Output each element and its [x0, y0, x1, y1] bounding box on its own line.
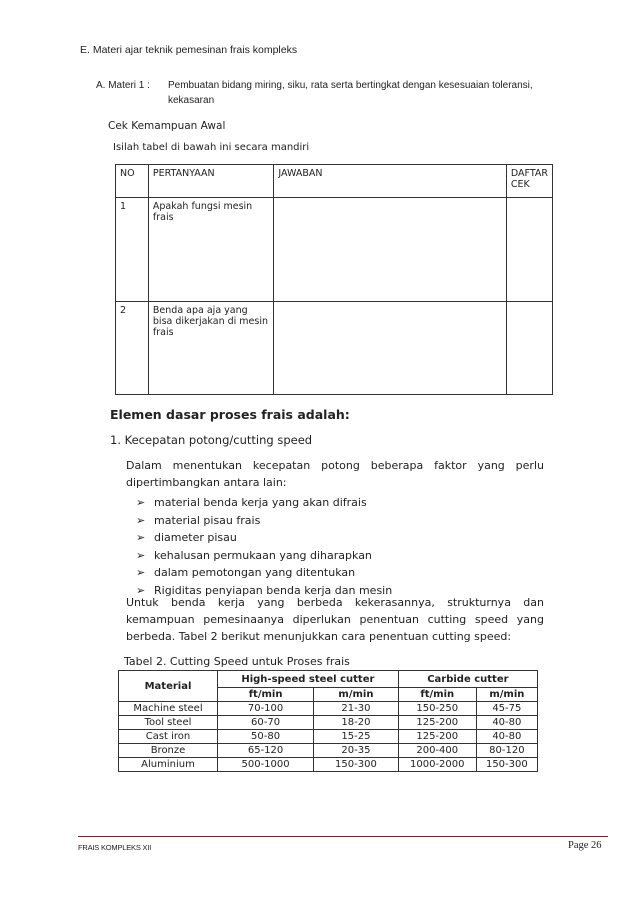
cs-value: 65-120: [218, 744, 314, 758]
cs-value: 15-25: [314, 730, 399, 744]
cek-row-check[interactable]: [506, 302, 552, 395]
list-item: ➢ dalam pemotongan yang ditentukan: [126, 564, 392, 582]
cs-value: 40-80: [476, 730, 537, 744]
table-row: [116, 302, 553, 395]
cs-material: Aluminium: [119, 758, 218, 772]
section-a-label: A. Materi 1 :: [96, 80, 150, 91]
cek-instruction: Isilah tabel di bawah ini secara mandiri: [113, 142, 310, 153]
arrow-bullet-icon: ➢: [136, 531, 146, 545]
table-row: [119, 758, 538, 772]
cs-unit: ft/min: [398, 688, 476, 702]
cek-row-check[interactable]: [506, 198, 552, 302]
arrow-bullet-icon: ➢: [136, 566, 146, 580]
cek-row-no: 1: [116, 198, 149, 302]
cs-header-material: Material: [119, 671, 218, 702]
cek-title: Cek Kemampuan Awal: [108, 120, 226, 132]
footer-divider: [78, 836, 608, 837]
cs-header-row: [119, 671, 538, 688]
table-row: [119, 730, 538, 744]
cs-value: 40-80: [476, 716, 537, 730]
cutting-speed-table: [118, 670, 538, 772]
cs-value: 70-100: [218, 702, 314, 716]
cs-material: Machine steel: [119, 702, 218, 716]
cs-value: 125-200: [398, 716, 476, 730]
section-e-heading: E. Materi ajar teknik pemesinan frais kompleks: [80, 44, 298, 56]
table-row: [119, 702, 538, 716]
table-row: [116, 198, 553, 302]
cs-value: 150-250: [398, 702, 476, 716]
cek-row-answer[interactable]: [274, 198, 506, 302]
cs-unit: m/min: [476, 688, 537, 702]
cs-value: 150-300: [314, 758, 399, 772]
cs-material: Tool steel: [119, 716, 218, 730]
section-a-text: Pembuatan bidang miring, siku, rata serta bertingkat dengan kesesuaian toleransi, kekasaran: [168, 80, 533, 106]
cs-value: 500-1000: [218, 758, 314, 772]
paragraph-factors: Dalam menentukan kecepatan potong beberapa faktor yang perlu dipertimbangkan antara lain:: [126, 459, 544, 489]
cek-row-answer[interactable]: [274, 302, 506, 395]
cek-header-no: NO: [116, 165, 149, 198]
cs-value: 1000-2000: [398, 758, 476, 772]
list-item: ➢ material pisau frais: [126, 512, 392, 530]
list-item: ➢ Rigiditas penyiapan benda kerja dan mesin: [126, 582, 392, 600]
arrow-bullet-icon: ➢: [136, 513, 146, 527]
list-item: ➢ material benda kerja yang akan difrais: [126, 494, 392, 512]
cs-value: 200-400: [398, 744, 476, 758]
cs-value: 150-300: [476, 758, 537, 772]
cek-row-no: 2: [116, 302, 149, 395]
table-row: [119, 716, 538, 730]
cek-header-question: PERTANYAAN: [148, 165, 274, 198]
cs-unit: ft/min: [218, 688, 314, 702]
cek-header-check: DAFTAR CEK: [506, 165, 552, 198]
cek-header-answer: JAWABAN: [274, 165, 506, 198]
cs-header-carbide: Carbide cutter: [398, 671, 537, 688]
cs-value: 80-120: [476, 744, 537, 758]
cs-header-hss: High-speed steel cutter: [218, 671, 399, 688]
page-number: Page 26: [568, 840, 602, 851]
table-row: [119, 744, 538, 758]
cek-row-question: Benda apa aja yang bisa dikerjakan di mesin frais: [148, 302, 274, 395]
arrow-bullet-icon: ➢: [136, 496, 146, 509]
cs-value: 18-20: [314, 716, 399, 730]
footer-title: FRAIS KOMPLEKS XII: [78, 843, 152, 852]
table2-caption: Tabel 2. Cutting Speed untuk Proses frais: [124, 655, 350, 668]
elemen-title: Elemen dasar proses frais adalah:: [110, 407, 350, 422]
cek-header-row: [116, 165, 553, 198]
arrow-bullet-icon: ➢: [136, 548, 146, 562]
cs-material: Bronze: [119, 744, 218, 758]
cs-value: 125-200: [398, 730, 476, 744]
list-item: ➢ diameter pisau: [126, 529, 392, 547]
cs-value: 60-70: [218, 716, 314, 730]
item-cutting-speed: 1. Kecepatan potong/cutting speed: [110, 433, 313, 447]
cs-unit: m/min: [314, 688, 399, 702]
arrow-bullet-icon: ➢: [136, 583, 146, 597]
cs-value: 45-75: [476, 702, 537, 716]
factor-list: [126, 494, 392, 600]
cs-value: 20-35: [314, 744, 399, 758]
cs-material: Cast iron: [119, 730, 218, 744]
paragraph-hardness: Untuk benda kerja yang berbeda kekerasannya, strukturnya dan kemampuan pemesinaanya diperlukan penentuan cutting speed yang berbeda. Tabel 2 berikut menunjukkan cara penentuan cutting speed:: [126, 596, 544, 643]
cek-table: [115, 164, 553, 395]
cs-value: 50-80: [218, 730, 314, 744]
list-item: ➢ kehalusan permukaan yang diharapkan: [126, 547, 392, 565]
cs-value: 21-30: [314, 702, 399, 716]
cek-row-question: Apakah fungsi mesin frais: [148, 198, 274, 302]
